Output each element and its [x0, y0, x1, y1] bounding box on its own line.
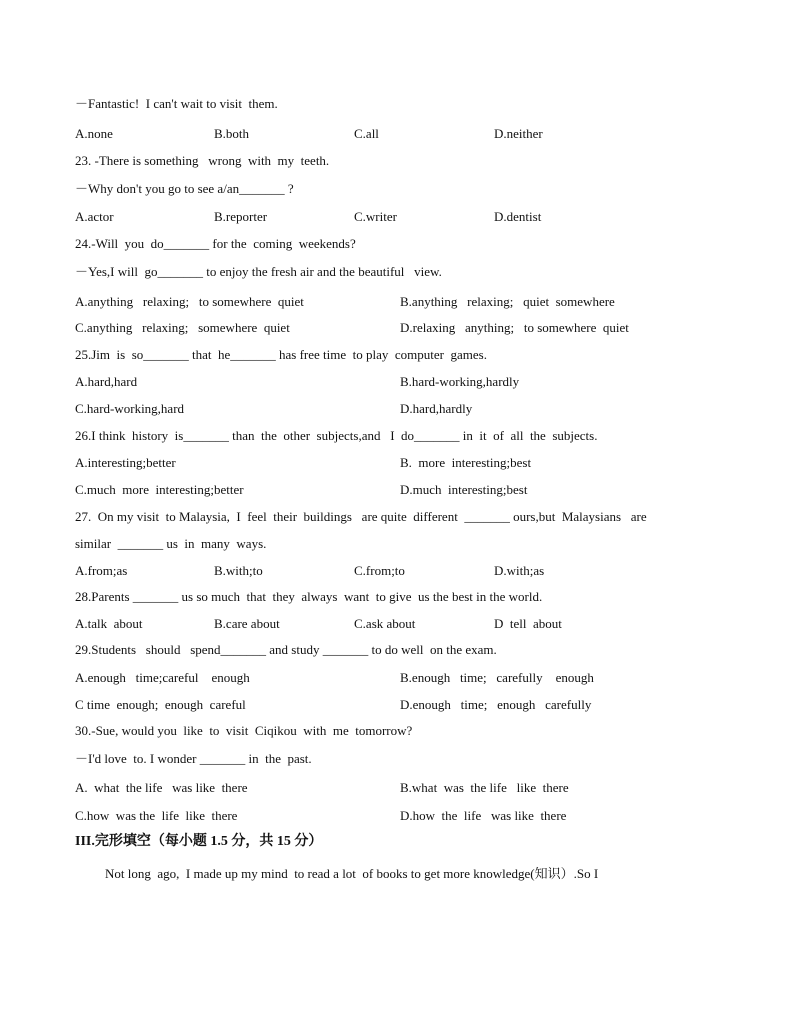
q30-option-b: B.what was the life like there: [400, 780, 569, 795]
q28-option-d: D tell about: [494, 616, 562, 631]
q24-question: 24.-Will you do_______ for the coming weekends?: [75, 236, 356, 251]
q23-option-d: D.dentist: [494, 209, 542, 224]
q27-option-d: D.with;as: [494, 563, 545, 578]
q29-option-b: B.enough time; carefully enough: [400, 670, 594, 685]
q22-option-a: A.none: [75, 126, 113, 141]
q26-question: 26.I think history is_______ than the other subjects,and I do_______ in it of all the subjects.: [75, 428, 598, 443]
q24-option-b: B.anything relaxing; quiet somewhere: [400, 294, 615, 309]
section-heading-cloze: III.完形填空（每小题 1.5 分，共 15 分）: [75, 834, 323, 849]
q24-response: －Yes,I will go_______ to enjoy the fresh air and the beautiful view.: [75, 264, 442, 279]
q30-question: 30.-Sue, would you like to visit Ciqikou with me tomorrow?: [75, 723, 413, 738]
q27-question-cont: similar _______ us in many ways.: [75, 536, 267, 551]
q23-option-a: A.actor: [75, 209, 114, 224]
q23-response: －Why don't you go to see a/an_______ ?: [75, 181, 294, 196]
q22-option-b: B.both: [214, 126, 250, 141]
q28-option-a: A.talk about: [75, 616, 143, 631]
q27-option-b: B.with;to: [214, 563, 263, 578]
q29-option-a: A.enough time;careful enough: [75, 670, 250, 685]
q29-question: 29.Students should spend_______ and study _______ to do well on the exam.: [75, 642, 497, 657]
q29-option-d: D.enough time; enough carefully: [400, 697, 592, 712]
q28-option-c: C.ask about: [354, 616, 416, 631]
q24-option-d: D.relaxing anything; to somewhere quiet: [400, 320, 629, 335]
q22-option-d: D.neither: [494, 126, 543, 141]
q27-question: 27. On my visit to Malaysia, I feel their buildings are quite different _______ ours,but Malaysians are: [75, 509, 647, 524]
q30-option-c: C.how was the life like there: [75, 808, 238, 823]
q23-question: 23. -There is something wrong with my teeth.: [75, 153, 330, 168]
q27-option-a: A.from;as: [75, 563, 128, 578]
q26-option-a: A.interesting;better: [75, 455, 176, 470]
q25-question: 25.Jim is so_______ that he_______ has free time to play computer games.: [75, 347, 487, 362]
q22-answer-line: －Fantastic! I can't wait to visit them.: [75, 96, 278, 111]
q26-option-d: D.much interesting;best: [400, 482, 528, 497]
q23-option-c: C.writer: [354, 209, 397, 224]
q28-option-b: B.care about: [214, 616, 280, 631]
q30-response: －I'd love to. I wonder _______ in the past.: [75, 751, 312, 766]
q26-option-c: C.much more interesting;better: [75, 482, 244, 497]
q26-option-b: B. more interesting;best: [400, 455, 532, 470]
q25-option-c: C.hard-working,hard: [75, 401, 185, 416]
cloze-passage-first-line: Not long ago, I made up my mind to read a lot of books to get more knowledge(知识）.So I: [105, 866, 599, 881]
q25-option-d: D.hard,hardly: [400, 401, 473, 416]
q30-option-a: A. what the life was like there: [75, 780, 248, 795]
q24-option-a: A.anything relaxing; to somewhere quiet: [75, 294, 304, 309]
q27-option-c: C.from;to: [354, 563, 405, 578]
q30-option-d: D.how the life was like there: [400, 808, 567, 823]
q24-option-c: C.anything relaxing; somewhere quiet: [75, 320, 290, 335]
q23-option-b: B.reporter: [214, 209, 268, 224]
q25-option-b: B.hard-working,hardly: [400, 374, 520, 389]
q29-option-c: C time enough; enough careful: [75, 697, 246, 712]
q22-option-c: C.all: [354, 126, 379, 141]
q25-option-a: A.hard,hard: [75, 374, 138, 389]
q28-question: 28.Parents _______ us so much that they always want to give us the best in the world.: [75, 589, 543, 604]
